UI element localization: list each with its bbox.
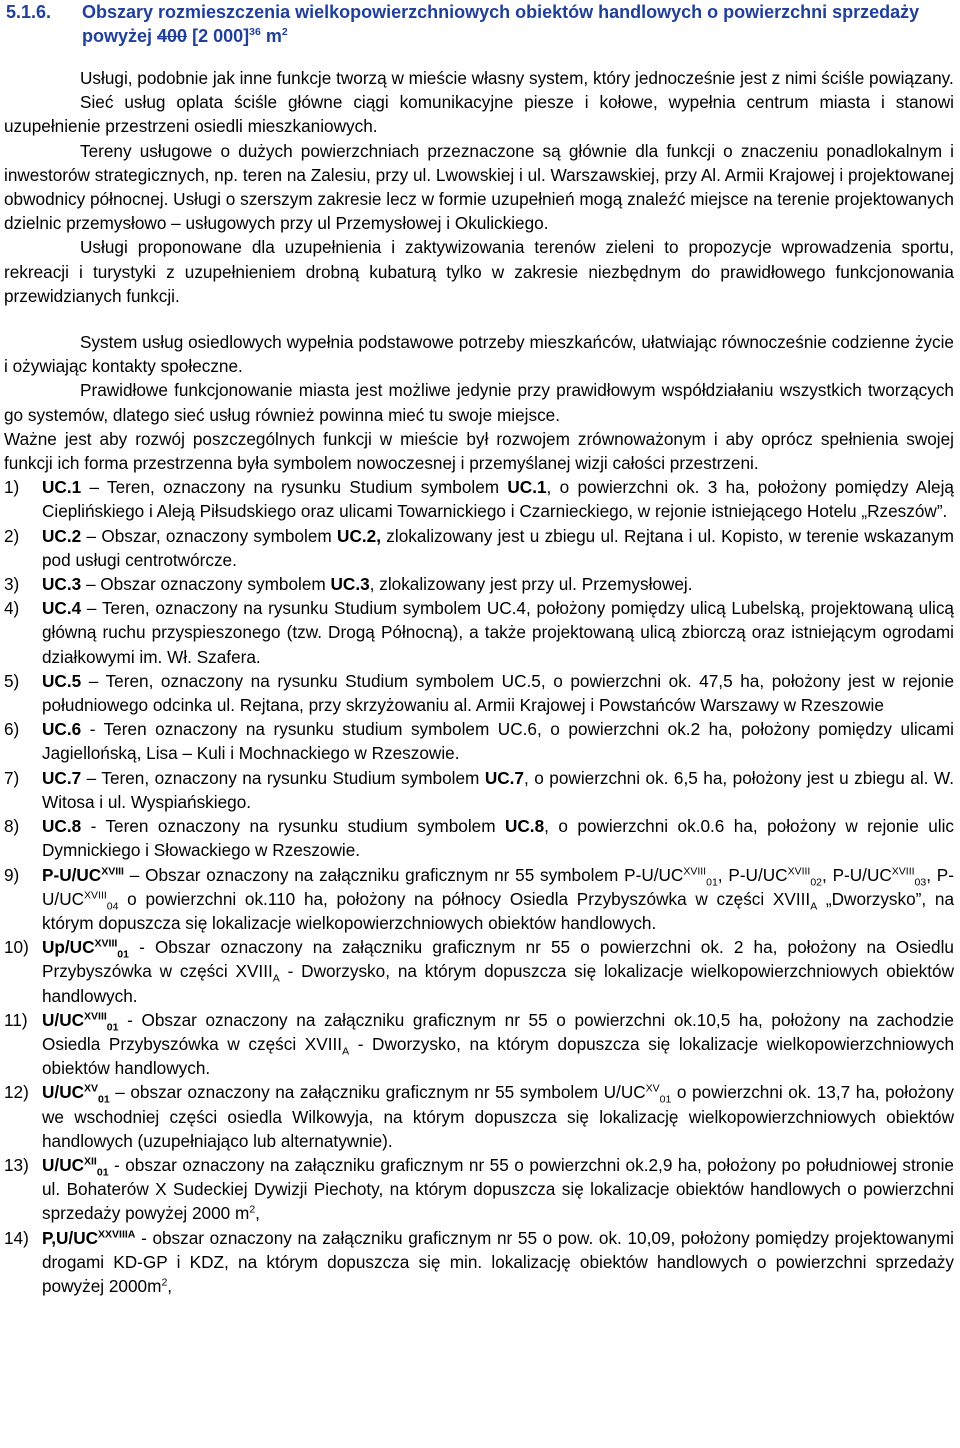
item-text-part: - Teren oznaczony na rysunku studium symbolem UC.6, o powierzchni ok.2 ha, położony pomiędzy ulicami Jagiellońską, Lisa – Kuli i Mochnackiego w Rzeszowie. — [42, 719, 954, 764]
item-text-part: - Dworzysko, na którym dopuszcza się lokalizacje wielkopowierzchniowych obiektów handlowych. — [42, 1033, 954, 1079]
item-text-part: o powierzchni ok. 13,7 ha, położony we wschodniej części osiedla Wilkowyja, na którym dopuszcza się lokalizację wielkopowierzchniowych obiektów handlowych (uzupełniająco lub alternatywnie). — [42, 1082, 954, 1151]
subscript: 03 — [914, 875, 927, 888]
spacer — [4, 308, 954, 330]
paragraph: Usługi, podobnie jak inne funkcje tworzą w mieście własny system, który jednocześnie jest z nimi ściśle powiązany. — [80, 68, 954, 88]
area-code-sub: 01 — [98, 1093, 110, 1106]
item-number: 5) — [4, 670, 20, 691]
item-text-part: , zlokalizowany jest przy ul. Przemysłowej. — [369, 574, 693, 595]
list-item — [4, 1153, 954, 1226]
area-code-sub: 01 — [96, 1166, 109, 1179]
footnote-ref: 36 — [249, 26, 261, 38]
area-code-sup: XVIII — [101, 864, 124, 877]
list-item — [4, 596, 954, 669]
area-code: UC.2 — [42, 525, 82, 546]
item-text-part: – Teren, oznaczony na rysunku Studium symbolem UC.5, o powierzchni ok. 47,5 ha, położony jest w rejonie południowego odcinka ul. Rejtana, przy skrzyżowaniu al. Armii Krajowej i Powstańców Warszawy w Rzeszowie — [42, 670, 954, 716]
item-text-part: , o powierzchni ok.0.6 ha, położony w rejonie ulic Dymnickiego i Słowackiego w Rzeszowie. — [42, 816, 954, 861]
area-code: UC.4 — [42, 598, 82, 619]
item-text-part: - Dworzysko, na którym dopuszcza się lokalizacje wielkopowierzchniowych obiektów handlowych. — [42, 961, 954, 1006]
item-text-part: , P-U/UC — [42, 864, 954, 909]
area-code: UC.8 — [504, 816, 545, 837]
item-number: 3) — [4, 574, 20, 595]
superscript: XVIII — [683, 864, 707, 877]
list-item — [4, 863, 954, 936]
unit: m — [265, 26, 282, 46]
item-text — [42, 1008, 954, 1081]
title-value: [2 000] — [192, 26, 250, 46]
subscript: 01 — [706, 875, 718, 888]
item-text-part: - Obszar oznaczony na załączniku graficznym nr 55 o powierzchni ok. 2 ha, położony na Osiedlu Przybyszówka w części XVIII — [42, 937, 954, 982]
area-code: UC.6 — [42, 719, 82, 740]
area-code: UC.3 — [42, 574, 82, 595]
section-heading — [0, 0, 960, 48]
item-number: 1) — [4, 477, 20, 498]
list-item — [4, 1080, 954, 1153]
item-text — [42, 572, 954, 596]
item-text — [42, 766, 954, 814]
item-text — [42, 475, 954, 523]
item-text — [42, 814, 954, 862]
paragraph: Ważne jest aby rozwój poszczególnych funkcji w mieście był rozwojem zrównoważonym i aby oprócz spełnienia swojej funkcji ich forma przestrzenna była symbolem nowoczesnej i przemyślanej wizji całości przestrzeni. — [4, 428, 954, 474]
item-text — [42, 596, 954, 669]
area-code: U/UC — [42, 1154, 85, 1175]
subscript: 01 — [659, 1093, 672, 1106]
area-code: U/UC — [42, 1009, 85, 1030]
area-code: Up/UC — [42, 937, 95, 958]
section-number: 5.1.6. — [6, 2, 52, 22]
area-code: UC.8 — [42, 816, 82, 837]
list-item — [4, 935, 954, 1008]
item-number: 14) — [4, 1227, 29, 1248]
superscript: 2 — [249, 1203, 256, 1216]
area-code-sup: XXVIIIA — [98, 1227, 136, 1240]
item-text-part: – Teren, oznaczony na rysunku Studium symbolem — [81, 477, 508, 498]
subscript: A — [810, 900, 818, 913]
paragraph: Usługi proponowane dla uzupełnienia i zaktywizowania terenów zieleni to propozycje wprowadzenia sportu, rekreacji i turystyki z uzupełnieniem drobną kubaturą tylko w zakresie niezbędnym do prawidłowego funkcjonowania przewidzianych funkcji. — [4, 237, 954, 306]
list-item — [4, 766, 954, 814]
item-text-part: , o powierzchni ok. 6,5 ha, położony jest u zbiegu al. W. Witosa i ul. Wyspiańskiego. — [42, 767, 954, 812]
item-text-part: – Teren, oznaczony na rysunku Studium symbolem UC.4, położony pomiędzy ulicą Lubelską, projektowaną ulicą główną ruchu przyspieszonego (tzw. Drogą Północną), a także projektowaną ulicą zbiorczą oraz istniejącym ogrodami działkowymi im. Wł. Szafera. — [42, 598, 954, 667]
item-text — [42, 1153, 954, 1226]
area-code: UC.2, — [337, 525, 381, 546]
superscript: XVIII — [787, 864, 811, 877]
item-text — [42, 524, 954, 572]
list-item — [4, 475, 954, 523]
item-text-part: - Obszar oznaczony na załączniku graficznym nr 55 o powierzchni ok.10,5 ha, położony na zachodzie Osiedla Przybyszówka w części XVIII — [42, 1009, 954, 1054]
area-code-sup: XV — [84, 1082, 99, 1095]
subscript: 02 — [810, 875, 823, 888]
item-text — [42, 669, 954, 717]
area-code-sup: XII — [84, 1155, 97, 1168]
item-number: 11) — [4, 1009, 28, 1030]
area-code-sub: 01 — [117, 948, 129, 961]
list-item — [4, 1226, 954, 1299]
item-text-part: „Dworzysko”, na którym dopuszcza się lokalizacje wielkopowierzchniowych obiektów handlowych. — [42, 888, 954, 933]
item-number: 7) — [4, 767, 20, 788]
item-number: 12) — [4, 1082, 29, 1103]
section-title — [82, 0, 952, 48]
item-number: 9) — [4, 864, 20, 885]
area-code-sup: XVIII — [94, 937, 118, 950]
title-text: Obszary rozmieszczenia wielkopowierzchniowych obiektów handlowych o powierzchni sprzedaży powyżej — [82, 2, 920, 46]
item-text — [42, 717, 954, 765]
item-number: 4) — [4, 598, 20, 619]
area-code: UC.7 — [42, 767, 82, 788]
superscript: XVIII — [84, 888, 107, 901]
list-item — [4, 1008, 954, 1081]
item-text — [42, 1226, 954, 1299]
item-text-part: - obszar oznaczony na załączniku graficznym nr 55 o pow. ok. 10,09, położony pomiędzy projektowanymi drogami KD-GP i KDZ, na którym dopuszcza się min. lokalizację obiektów handlowych o powierzchni sprzedaży powyżej 2000m — [42, 1227, 954, 1296]
item-text-part: - Teren oznaczony na rysunku studium symbolem — [81, 816, 505, 837]
item-text-part: – Obszar, oznaczony symbolem — [81, 525, 338, 546]
paragraph: Sieć usług oplata ściśle główne ciągi komunikacyjne piesze i kołowe, wypełnia centrum miasta i stanowi uzupełnienie przestrzeni osiedli mieszkaniowych. — [4, 92, 954, 137]
item-text — [42, 1080, 954, 1153]
item-number: 13) — [4, 1154, 29, 1175]
paragraph: System usług osiedlowych wypełnia podstawowe potrzeby mieszkańców, ułatwiając równocześnie codzienne życie i ożywiając kontakty społeczne. — [4, 332, 954, 377]
area-code: P,U/UC — [42, 1227, 99, 1248]
area-code: UC.3 — [330, 574, 370, 595]
area-code: U/UC — [42, 1082, 85, 1103]
paragraph: Prawidłowe funkcjonowanie miasta jest możliwe jedynie przy prawidłowym współdziałaniu wszystkich tworzących go systemów, dlatego sieć usług również powinna mieć tu swoje miejsce. — [4, 380, 954, 425]
list-item — [4, 669, 954, 717]
subscript: A — [342, 1045, 350, 1058]
area-code-sup: XVIII — [84, 1009, 107, 1022]
area-list — [4, 475, 954, 1298]
area-code: UC.1 — [42, 477, 82, 498]
item-text-part: o powierzchni ok.110 ha, położony na północy Osiedla Przybyszówka w części XVIII — [118, 888, 811, 909]
paragraph: Tereny usługowe o dużych powierzchniach przeznaczone są głównie dla funkcji o znaczeniu ponadlokalnym i inwestorów strategicznych, np. teren na Zalesiu, przy ul. Lwowskiej i ul. Warszawskiej, przy Al. Armii Krajowej i projektowanej obwodnicy północnej. Usługi o szerszym zakresie lecz w formie uzupełnień mogą znaleźć miejsce na terenie projektowanych dzielnic przemysłowo – usługowych przy ul Przemysłowej i Okulickiego. — [4, 140, 954, 234]
list-item — [4, 524, 954, 572]
area-code: P-U/UC — [42, 864, 102, 885]
item-number: 2) — [4, 525, 20, 546]
item-number: 8) — [4, 816, 20, 837]
superscript: XVIII — [891, 864, 915, 877]
list-item — [4, 572, 954, 596]
item-text-part: , P-U/UC — [717, 864, 788, 885]
subscript: 04 — [106, 900, 119, 913]
area-code-sub: 01 — [106, 1021, 119, 1034]
item-text-part: , — [255, 1203, 260, 1224]
superscript: 2 — [161, 1276, 168, 1289]
superscript: XV — [645, 1082, 660, 1095]
item-text-part: – obszar oznaczony na załączniku graficznym nr 55 symbolem U/UC — [109, 1082, 646, 1103]
item-text-part: – Teren, oznaczony na rysunku Studium symbolem — [81, 767, 485, 788]
item-text-part: , — [167, 1275, 173, 1296]
item-text-part: , P-U/UC — [822, 864, 892, 885]
list-item — [4, 814, 954, 862]
area-code: UC.1 — [507, 477, 547, 498]
area-code: UC.5 — [42, 670, 82, 691]
item-text-part: zlokalizowany jest u zbiegu ul. Rejtana i ul. Kopisto, w terenie wskazanym pod usługi centrotwórcze. — [42, 525, 954, 570]
document-body — [0, 66, 960, 1298]
struck-value: 400 — [157, 26, 188, 46]
list-item — [4, 717, 954, 765]
unit-exponent: 2 — [281, 26, 288, 38]
item-text-part: – Obszar oznaczony symbolem — [81, 574, 331, 595]
item-text — [42, 935, 954, 1008]
item-text-part: – Obszar oznaczony na załączniku graficznym nr 55 symbolem P-U/UC — [123, 864, 684, 885]
area-code: UC.7 — [484, 767, 524, 788]
item-number: 10) — [4, 937, 29, 958]
item-text-part: , o powierzchni ok. 3 ha, położony pomiędzy Aleją Cieplińskiego i Aleją Piłsudskiego oraz ulicami Towarnickiego i Czarnieckiego, w rejonie istniejącego Hotelu „Rzeszów”. — [42, 477, 954, 522]
subscript: A — [272, 972, 280, 985]
item-text-part: - obszar oznaczony na załączniku graficznym nr 55 o powierzchni ok.2,9 ha, położony po południowej stronie ul. Bohaterów X Sudeckiej Dywizji Piechoty, na którym dopuszcza się lokalizacje obiektów handlowych o powierzchni sprzedaży powyżej 2000 m — [42, 1154, 954, 1224]
item-number: 6) — [4, 719, 20, 740]
item-text — [42, 863, 954, 936]
